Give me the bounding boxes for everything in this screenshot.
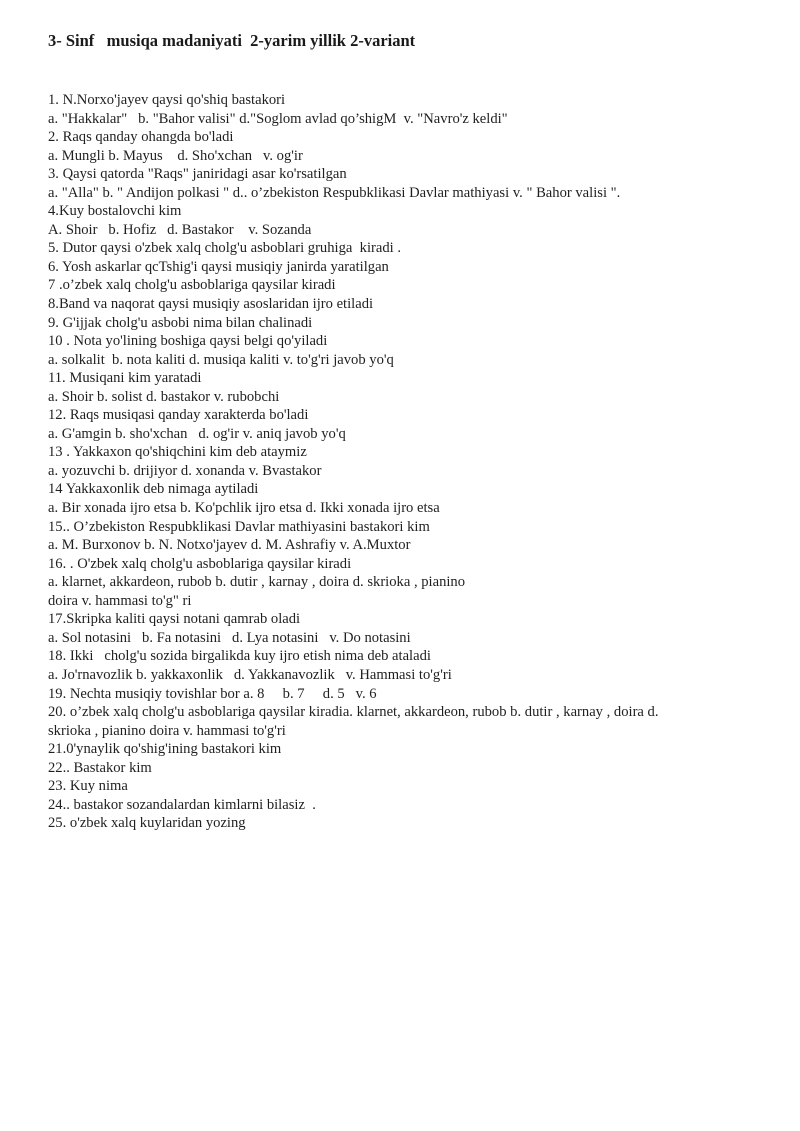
question-line: 9. G'ijjak cholg'u asbobi nima bilan chalinadi [48,314,313,331]
question-line: 8.Band va naqorat qaysi musiqiy asoslaridan ijro etiladi [48,296,374,313]
question-line: 25. o'zbek xalq kuylaridan yozing [48,815,246,832]
question-list [48,91,748,833]
question-line: 2. Raqs qanday ohangda bo'ladi [48,129,234,146]
question-line: 3. Qaysi qatorda "Raqs" janiridagi asar ko'rsatilgan [48,166,347,183]
question-line: 24.. bastakor sozandalardan kimlarni bilasiz . [48,796,316,813]
question-line: 4.Kuy bostalovchi kim [48,203,182,220]
question-line: 15.. O’zbekiston Respubklikasi Davlar mathiyasini bastakori kim [48,518,430,535]
question-line: 18. Ikki cholg'u sozida birgalikda kuy ijro etish nima deb ataladi [48,648,431,665]
question-line: 17.Skripka kaliti qaysi notani qamrab oladi [48,611,301,628]
question-line: 7 .o’zbek xalq cholg'u asboblariga qaysilar kiradi [48,277,336,294]
question-line: 16. . O'zbek xalq cholg'u asboblariga qaysilar kiradi [48,555,352,572]
question-line: 14 Yakkaxonlik deb nimaga aytiladi [48,481,259,498]
question-line: a. Shoir b. solist d. bastakor v. rubobchi [48,388,280,405]
question-line: 19. Nechta musiqiy tovishlar bor a. 8 b. 7 d. 5 v. 6 [48,685,377,702]
question-line: 21.0'ynaylik qo'shig'ining bastakori kim [48,741,282,758]
question-line: a. solkalit b. nota kaliti d. musiqa kaliti v. to'g'ri javob yo'q [48,351,394,368]
question-line: a. klarnet, akkardeon, rubob b. dutir , karnay , doira d. skrioka , pianino [48,574,466,591]
question-line: a. Bir xonada ijro etsa b. Ko'pchlik ijro etsa d. Ikki xonada ijro etsa [48,500,440,517]
question-line: A. Shoir b. Hofiz d. Bastakor v. Sozanda [48,221,312,238]
question-line: a. Sol notasini b. Fa notasini d. Lya notasini v. Do notasini [48,629,411,646]
question-line: a. Jo'rnavozlik b. yakkaxonlik d. Yakkanavozlik v. Hammasi to'g'ri [48,666,452,683]
question-line: 12. Raqs musiqasi qanday xarakterda bo'ladi [48,407,309,424]
question-line: 5. Dutor qaysi o'zbek xalq cholg'u asboblari gruhiga kiradi . [48,240,401,257]
question-line: skrioka , pianino doira v. hammasi to'g'ri [48,722,286,739]
question-line: a. "Hakkalar" b. "Bahor valisi" d."Soglom avlad qo’shigM v. "Navro'z keldi" [48,110,508,127]
question-line: 11. Musiqani kim yaratadi [48,370,202,387]
question-line: a. M. Burxonov b. N. Notxo'jayev d. M. Ashrafiy v. A.Muxtor [48,537,411,554]
question-line: a. "Alla" b. " Andijon polkasi " d.. o’zbekiston Respubklikasi Davlar mathiyasi v. " Bahor valisi ". [48,184,621,201]
question-line: a. G'amgin b. sho'xchan d. og'ir v. aniq javob yo'q [48,425,346,442]
question-line: 6. Yosh askarlar qcTshig'i qaysi musiqiy janirda yaratilgan [48,258,389,275]
question-line: 10 . Nota yo'lining boshiga qaysi belgi qo'yiladi [48,333,328,350]
question-line: 20. o’zbek xalq cholg'u asboblariga qaysilar kiradia. klarnet, akkardeon, rubob b. dutir , karnay , doira d. [48,704,659,721]
question-line: a. yozuvchi b. drijiyor d. xonanda v. Bvastakor [48,462,322,479]
question-line: a. Mungli b. Mayus d. Sho'xchan v. og'ir [48,147,303,164]
question-line: 1. N.Norxo'jayev qaysi qo'shiq bastakori [48,92,286,108]
question-line: doira v. hammasi to'g" ri [48,592,192,609]
question-line: 13 . Yakkaxon qo'shiqchini kim deb ataymiz [48,444,307,461]
question-line: 23. Kuy nima [48,778,128,795]
question-line: 22.. Bastakor kim [48,759,152,776]
page-title: 3- Sinf musiqa madaniyati 2-yarim yillik 2-variant [48,31,416,50]
